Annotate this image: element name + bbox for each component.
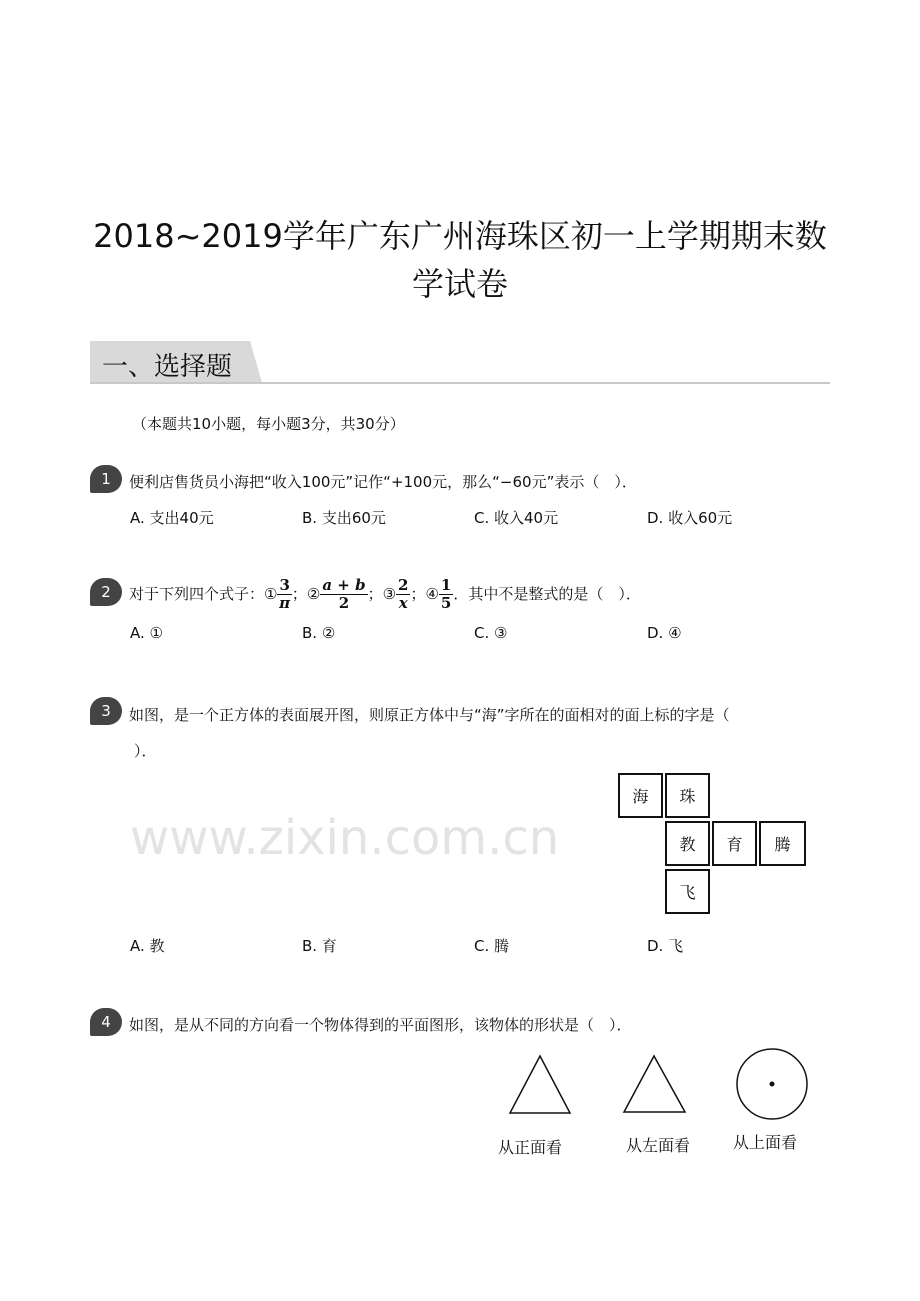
- net-face: 育: [712, 821, 757, 866]
- denominator: 5: [440, 594, 452, 612]
- numerator: 1: [440, 576, 452, 594]
- denominator: π: [279, 594, 291, 612]
- question-text: 便利店售货员小海把“收入100元”记作“+100元，那么“−60元”表示（ ）．: [129, 473, 637, 491]
- text: ；③: [367, 585, 397, 603]
- option-a: A. 支出40元: [130, 509, 214, 527]
- net-face: 教: [665, 821, 710, 866]
- view-caption-top: 从上面看: [733, 1133, 798, 1152]
- numerator: 2: [398, 576, 409, 594]
- net-face: 飞: [665, 869, 710, 914]
- fraction: [320, 577, 367, 612]
- numerator: 3: [279, 576, 290, 594]
- question-text: 如图，是一个正方体的表面展开图，则原正方体中与“海”字所在的面相对的面上标的字是（: [129, 706, 730, 724]
- section-note: （本题共10小题，每小题3分，共30分）: [132, 415, 405, 433]
- page-title: 2018~2019学年广东广州海珠区初一上学期期末数: [93, 217, 827, 255]
- question-number: 2: [90, 578, 122, 606]
- option-b: B. 支出60元: [302, 509, 386, 527]
- fraction: [277, 577, 291, 612]
- question-text-cont: ）．: [134, 742, 157, 760]
- denominator: x: [398, 594, 408, 612]
- fraction: [439, 577, 453, 612]
- option-b: B. 育: [302, 937, 337, 955]
- option-c: C. 腾: [474, 937, 510, 955]
- text: 对于下列四个式子：①: [129, 585, 278, 603]
- option-d: D. 飞: [647, 937, 684, 955]
- option-a: A. ①: [130, 624, 163, 642]
- top-view-center-dot: [770, 1082, 775, 1087]
- question-number: 1: [90, 465, 122, 493]
- option-a: A. 教: [130, 937, 165, 955]
- section-title: 一、选择题: [102, 352, 233, 382]
- option-d: D. ④: [647, 624, 682, 642]
- net-face: 腾: [759, 821, 806, 866]
- question-text: 如图，是从不同的方向看一个物体得到的平面图形，该物体的形状是（ ）．: [129, 1016, 632, 1034]
- view-figures: [490, 1040, 820, 1130]
- net-face: 海: [618, 773, 663, 818]
- option-d: D. 收入60元: [647, 509, 733, 527]
- fraction: [396, 577, 410, 612]
- question-number: 4: [90, 1008, 122, 1036]
- text: ．其中不是整式的是（ ）．: [453, 585, 641, 603]
- question-number: 3: [90, 697, 122, 725]
- text: ；②: [291, 585, 321, 603]
- question-text: [129, 574, 641, 614]
- option-c: C. ③: [474, 624, 508, 642]
- watermark: www.zixin.com.cn: [130, 810, 560, 866]
- page-title-cont: 学试卷: [411, 265, 508, 303]
- denominator: 2: [338, 594, 350, 612]
- net-face: 珠: [665, 773, 710, 818]
- view-caption-left: 从左面看: [626, 1136, 691, 1155]
- option-b: B. ②: [302, 624, 336, 642]
- numerator: a + b: [322, 576, 366, 594]
- text: ；④: [410, 585, 439, 603]
- left-view-triangle: [624, 1056, 685, 1112]
- view-caption-front: 从正面看: [498, 1138, 563, 1157]
- front-view-triangle: [510, 1056, 570, 1113]
- option-c: C. 收入40元: [474, 509, 559, 527]
